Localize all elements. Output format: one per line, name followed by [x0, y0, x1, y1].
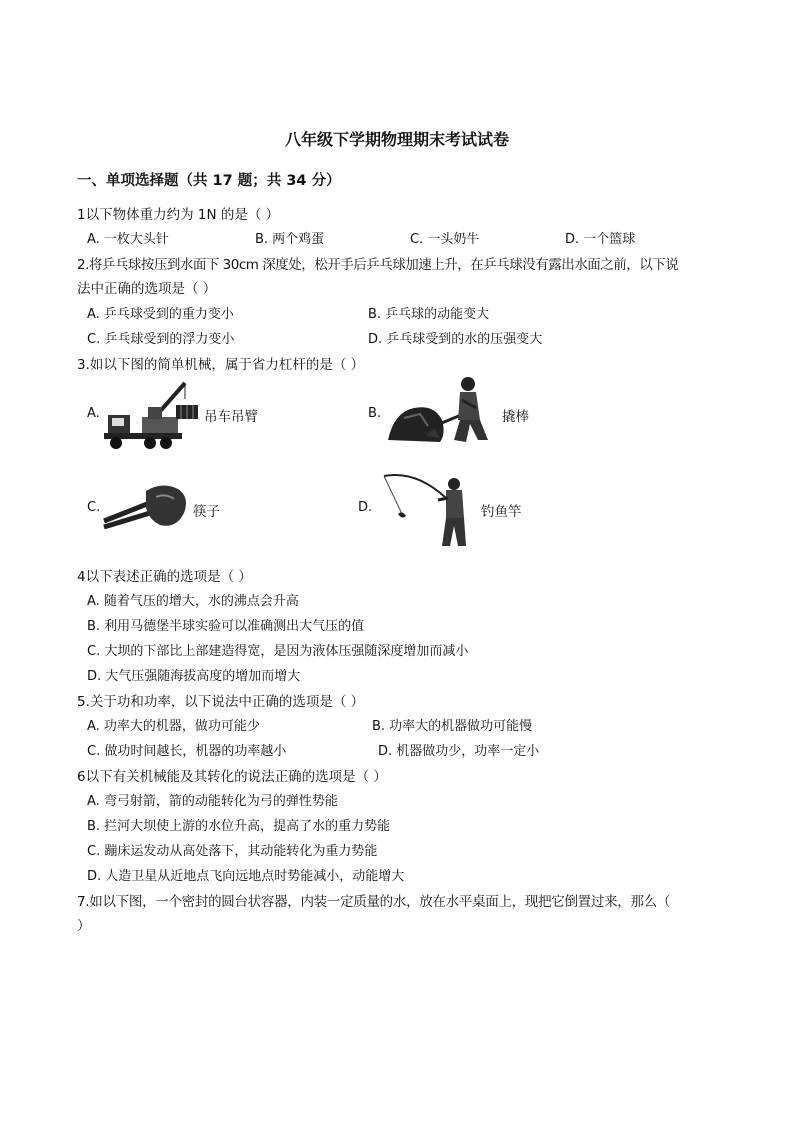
- chopsticks-icon: [100, 483, 190, 533]
- q1-option-b: B. 两个鸡蛋: [255, 232, 325, 247]
- q2-option-a: A. 乒乓球受到的重力变小: [87, 307, 234, 322]
- question-3-stem: 3.如以下图的简单机械，属于省力杠杆的是（ ）: [77, 357, 365, 373]
- question-5-stem: 5.关于功和功率，以下说法中正确的选项是（ ）: [77, 694, 365, 710]
- q6-option-d: D. 人造卫星从近地点飞向远地点时势能减小，动能增大: [87, 869, 405, 884]
- question-4-stem: 4以下表述正确的选项是（ ）: [77, 569, 252, 585]
- question-7-stem-line2: ）: [77, 918, 91, 934]
- q3-figure-b-letter: B.: [368, 406, 382, 421]
- q3-figure-d-letter: D.: [358, 500, 373, 515]
- page-title: 八年级下学期物理期末考试试卷: [284, 130, 509, 149]
- q1-option-c: C. 一头奶牛: [410, 232, 480, 247]
- q2-option-b: B. 乒乓球的动能变大: [368, 307, 490, 322]
- q3-figure-d-label: 钓鱼竿: [481, 504, 522, 520]
- question-1-stem: 1以下物体重力约为 1N 的是（ ）: [77, 207, 280, 223]
- q4-option-b: B. 利用马德堡半球实验可以准确测出大气压的值: [87, 619, 365, 634]
- q6-option-a: A. 弯弓射箭，箭的动能转化为弓的弹性势能: [87, 794, 338, 809]
- q1-option-d: D. 一个篮球: [565, 232, 636, 247]
- q4-option-c: C. 大坝的下部比上部建造得宽，是因为液体压强随深度增加而减小: [87, 644, 469, 659]
- question-2-stem-line1: 2.将乒乓球按压到水面下 30cm 深度处，松开手后乒乓球加速上升，在乒乓球没有露出水面之前，以下说: [77, 257, 679, 273]
- crane-load-icon: [176, 405, 198, 419]
- q5-option-b: B. 功率大的机器做功可能慢: [372, 719, 533, 734]
- q4-option-a: A. 随着气压的增大，水的沸点会升高: [87, 594, 299, 609]
- fishing-rod-icon: [376, 470, 476, 548]
- q2-option-d: D. 乒乓球受到的水的压强变大: [368, 332, 543, 347]
- q4-option-d: D. 大气压强随海拔高度的增加而增大: [87, 669, 301, 684]
- question-6-stem: 6以下有关机械能及其转化的说法正确的选项是（ ）: [77, 769, 387, 785]
- question-2-stem-line2: 法中正确的选项是（ ）: [77, 281, 217, 297]
- q5-option-d: D. 机器做功少，功率一定小: [378, 744, 540, 759]
- q2-option-c: C. 乒乓球受到的浮力变小: [87, 332, 235, 347]
- crowbar-icon: [384, 374, 504, 449]
- q6-option-b: B. 拦河大坝使上游的水位升高，提高了水的重力势能: [87, 819, 391, 834]
- q5-option-a: A. 功率大的机器，做功可能少: [87, 719, 260, 734]
- section-heading: 一、单项选择题（共 17 题；共 34 分）: [77, 173, 341, 189]
- q6-option-c: C. 蹦床运发动从高处落下，其动能转化为重力势能: [87, 844, 378, 859]
- q3-figure-a-label: 吊车吊臂: [204, 409, 258, 425]
- q3-figure-c-label: 筷子: [193, 504, 220, 520]
- q3-figure-c-letter: C.: [87, 500, 101, 515]
- question-7-stem-line1: 7.如以下图，一个密封的圆台状容器，内装一定质量的水，放在水平桌面上，现把它倒置过来，那么（: [77, 894, 671, 910]
- q3-figure-a-letter: A.: [87, 406, 100, 421]
- q5-option-c: C. 做功时间越长，机器的功率越小: [87, 744, 287, 759]
- q3-figure-b-label: 撬棒: [502, 409, 529, 425]
- q1-option-a: A. 一枚大头针: [87, 232, 169, 247]
